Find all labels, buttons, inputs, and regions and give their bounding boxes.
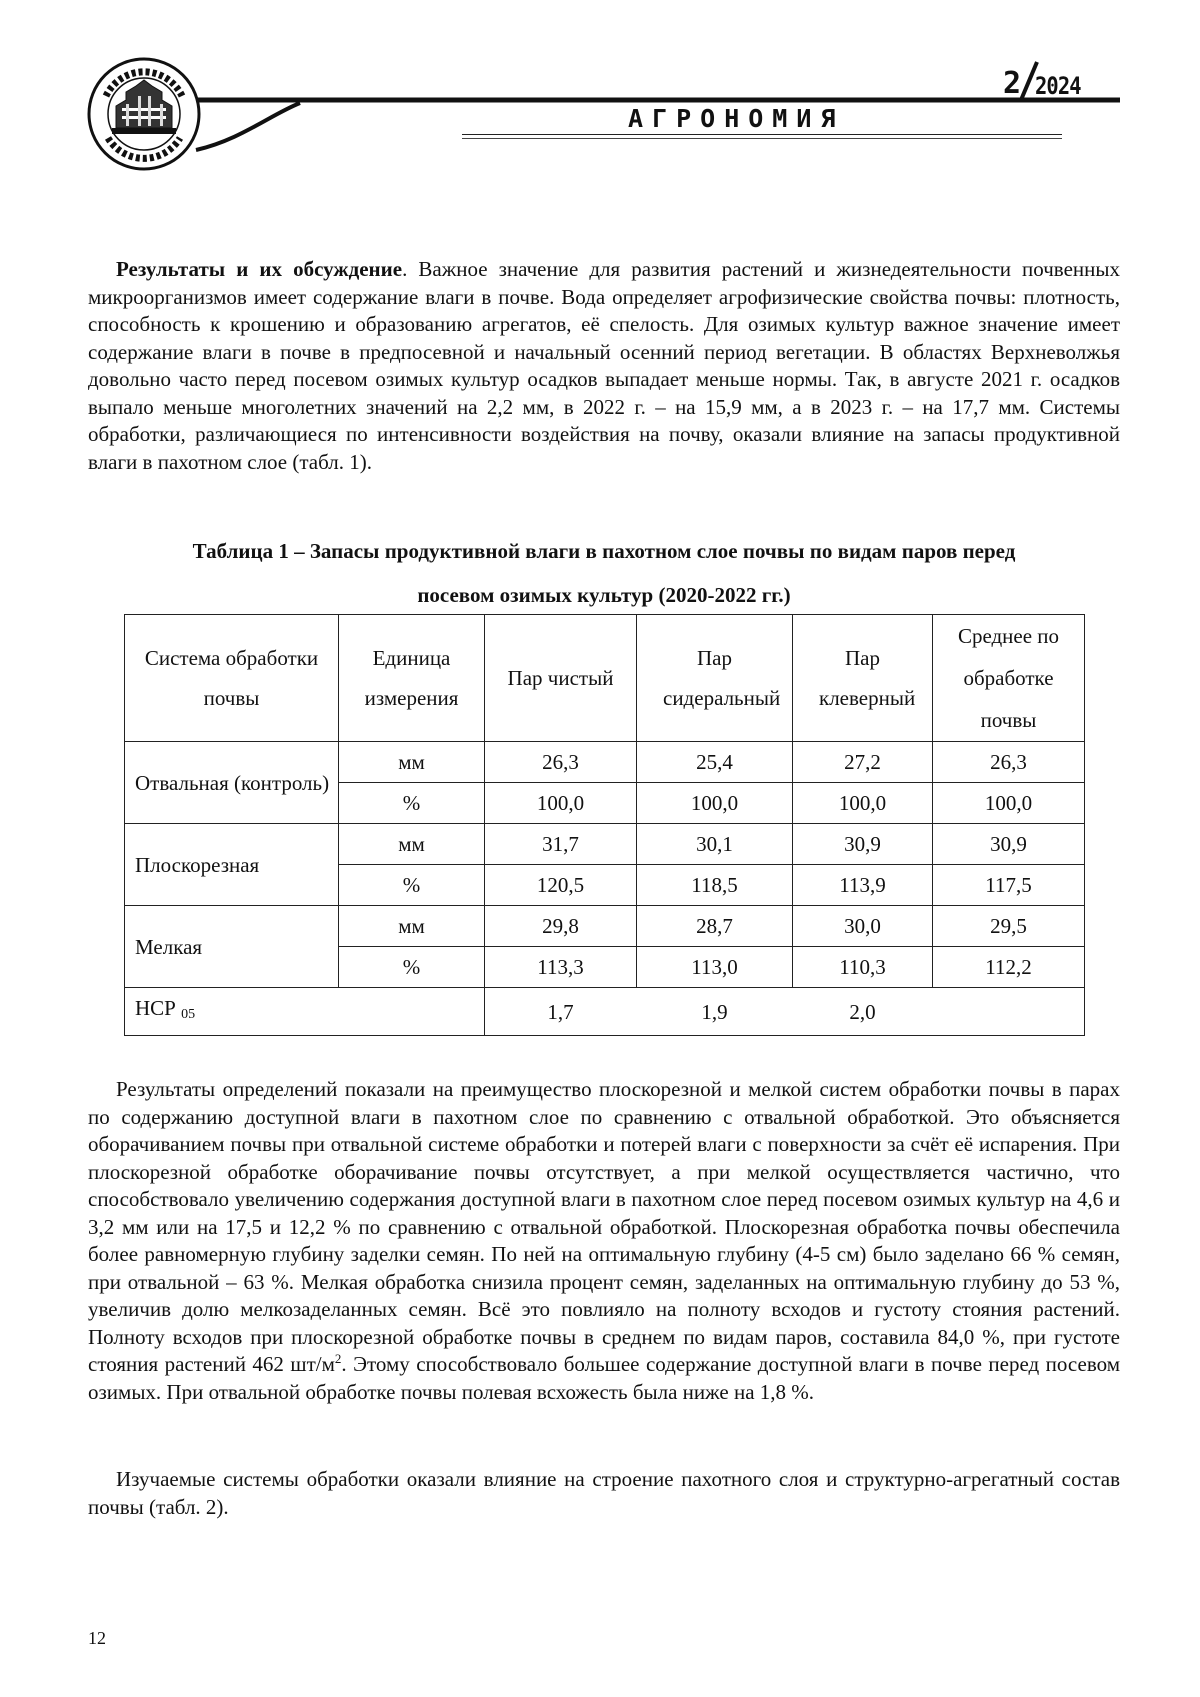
hsr-label: НСР (135, 996, 176, 1020)
cell-value: 112,2 (933, 947, 1085, 988)
cell-value: 26,3 (933, 742, 1085, 783)
cell-value: 113,3 (485, 947, 637, 988)
issue-badge (1003, 60, 1093, 104)
cell-value: 1,9 (637, 988, 793, 1036)
table-header-row (125, 615, 1085, 742)
cell-value: 100,0 (933, 783, 1085, 824)
cell-value: 30,9 (933, 824, 1085, 865)
analysis-text: Результаты определений показали на преимущество плоскорезной и мелкой систем обработки почвы в парах по содержанию доступной влаги в пахотном слое по сравнению с отвальной обработкой. Это объясняется оборачиванием почвы при отвальной системе обработки и потерей влаги с поверхности за счёт её испарения. При плоскорезной обработке оборачивание почвы отсутствует, а при мелкой осуществляется частично, что способствовало увеличению содержания доступной влаги в пахотном слое перед посевом озимых культур на 4,6 и 3,2 мм или на 17,5 и 12,2 % по сравнению с отвальной обработкой. Плоскорезная обработка почвы обеспечила более равномерную глубину заделки семян. По ней на оптимальную глубину (4-5 см) было заделано 66 % семян, при отвальной – 63 %. Мелкая обработка снизила процент семян, заделанных на оптимальную глубину до 53 %, увеличив долю мелкозаделанных семян. Всё это повлияло на полноту всходов и густоту стояния растений. Полноту всходов при плоскорезной обработке почвы в среднем по видам паров, составила 84,0 %, при густоте стояния растений 462 шт/м (88, 1077, 1120, 1376)
header-system: Система обработки почвы (125, 615, 339, 742)
row-name-flat-cut: Плоскорезная (125, 824, 339, 906)
cell-unit: % (339, 783, 485, 824)
table-row-hsr (125, 988, 1085, 1036)
section-rule-secondary (462, 138, 1062, 139)
table-row (125, 742, 1085, 783)
cell-value: 30,1 (637, 824, 793, 865)
cell-value: 120,5 (485, 865, 637, 906)
header-green-fallow: Пар сидеральный (637, 615, 793, 742)
cell-value: 2,0 (793, 988, 933, 1036)
cell-empty (933, 988, 1085, 1036)
analysis-text-end: . Этому способствовало большее содержание доступной влаги в почве перед посевом озимых. При отвальной обработке почвы полевая всхожесть была ниже на 1,8 %. (88, 1352, 1120, 1404)
cell-value: 26,3 (485, 742, 637, 783)
cell-value: 30,9 (793, 824, 933, 865)
row-name-moldboard: Отвальная (контроль) (125, 742, 339, 824)
issue-number: 2 (1003, 66, 1022, 101)
cell-value: 100,0 (793, 783, 933, 824)
header-average: Среднее по обработке почвы (933, 615, 1085, 742)
results-paragraph (88, 256, 1120, 476)
table-caption (88, 529, 1120, 617)
cell-value: 30,0 (793, 906, 933, 947)
cell-value: 29,8 (485, 906, 637, 947)
journal-logo (86, 56, 202, 172)
cell-value: 29,5 (933, 906, 1085, 947)
cell-unit: мм (339, 742, 485, 783)
page-number: 12 (88, 1628, 106, 1648)
cell-value: 1,7 (485, 988, 637, 1036)
table-caption-line2: посевом озимых культур (2020-2022 гг.) (417, 583, 791, 607)
results-heading: Результаты и их обсуждение (116, 257, 403, 281)
cell-unit: мм (339, 824, 485, 865)
section-title: АГРОНОМИЯ (628, 104, 845, 133)
issue-year: 2024 (1035, 72, 1081, 100)
row-name-shallow: Мелкая (125, 906, 339, 988)
superscript: 2 (334, 1351, 342, 1366)
cell-value: 100,0 (637, 783, 793, 824)
results-text: . Важное значение для развития растений и жизнедеятельности почвенных микроорганизмов имеет содержание влаги в почве. Вода определяет агрофизические свойства почвы: плотность, способность к крошению и образованию агрегатов, её спелость. Для озимых культур важное значение имеет содержание влаги в почве в предпосевной и начальный осенний период вегетации. В областях Верхневолжья довольно часто перед посевом озимых культур осадков выпадает меньше нормы. Так, в августе 2021 г. осадков выпало меньше многолетних значений на 2,2 мм, в 2022 г. – на 15,9 мм, а в 2023 г. – на 17,7 мм. Системы обработки, различающиеся по интенсивности воздействия на почву, оказали влияние на запасы продуктивной влаги в пахотном слое (табл. 1). (88, 257, 1120, 474)
analysis-paragraph (88, 1076, 1120, 1406)
cell-value: 113,0 (637, 947, 793, 988)
cell-unit: % (339, 865, 485, 906)
cell-value: 110,3 (793, 947, 933, 988)
table-caption-line1: Таблица 1 – Запасы продуктивной влаги в пахотном слое почвы по видам паров перед (192, 539, 1016, 563)
table-row (125, 906, 1085, 947)
table-row (125, 824, 1085, 865)
cell-value: 25,4 (637, 742, 793, 783)
header-clean-fallow: Пар чистый (485, 615, 637, 742)
cell-unit: % (339, 947, 485, 988)
moisture-table (124, 614, 1085, 1036)
cell-value: 31,7 (485, 824, 637, 865)
conclusion-paragraph: Изучаемые системы обработки оказали влияние на строение пахотного слоя и структурно-агрегатный состав почвы (табл. 2). (88, 1467, 1120, 1519)
hsr-label-cell (125, 988, 485, 1036)
header-unit: Единица измерения (339, 615, 485, 742)
cell-value: 118,5 (637, 865, 793, 906)
hsr-subscript: 05 (181, 1007, 196, 1022)
section-rule (462, 134, 1062, 135)
header-clover-fallow: Пар клеверный (793, 615, 933, 742)
cell-unit: мм (339, 906, 485, 947)
cell-value: 113,9 (793, 865, 933, 906)
cell-value: 27,2 (793, 742, 933, 783)
cell-value: 117,5 (933, 865, 1085, 906)
cell-value: 100,0 (485, 783, 637, 824)
cell-value: 28,7 (637, 906, 793, 947)
